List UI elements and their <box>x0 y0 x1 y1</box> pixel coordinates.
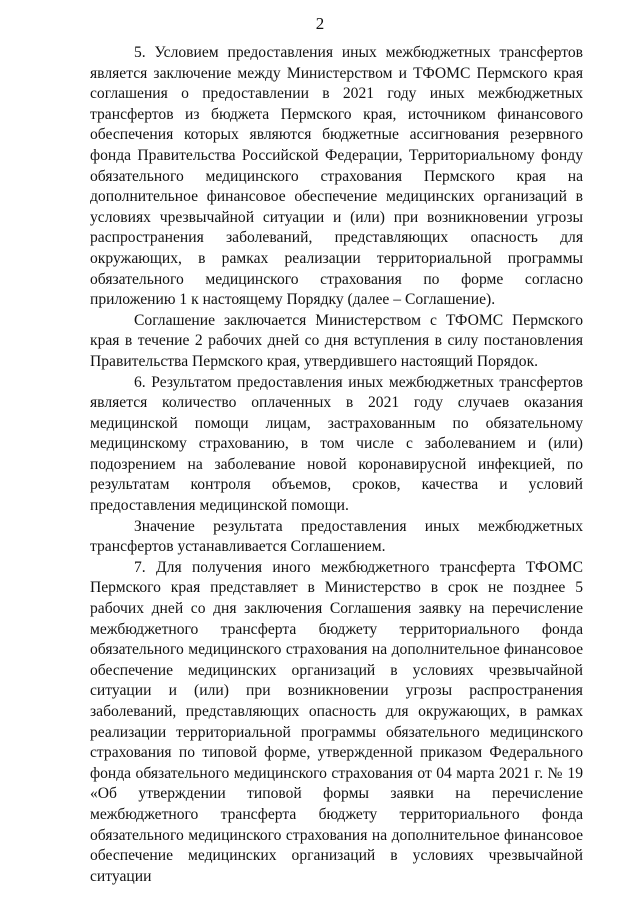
paragraph-clause-7: 7. Для получения иного межбюджетного трансферта ТФОМС Пермского края представляет в Министерство в срок не позднее 5 рабочих дней со дня заключения Соглашения заявку на перечисление межбюджетного трансферта бюджету территориального фонда обязательного медицинского страхования на дополнительное финансовое обеспечение медицинских организаций в условиях чрезвычайной ситуации и (или) при возникновении угрозы распространения заболеваний, представляющих опасность для окружающих, в рамках реализации территориальной программы обязательного медицинского страхования по типовой форме, утвержденной приказом Федерального фонда обязательного медицинского страхования от 04 марта 2021 г. № 19 «Об утверждении типовой формы заявки на перечисление межбюджетного трансферта бюджету территориального фонда обязательного медицинского страхования на дополнительное финансовое обеспечение медицинских организаций в условиях чрезвычайной ситуации <box>90 558 583 885</box>
document-body <box>90 43 583 887</box>
paragraph-agreement-term: Соглашение заключается Министерством с ТФОМС Пермского края в течение 2 рабочих дней со дня вступления в силу постановления Правительства Пермского края, утвердившего настоящий Порядок. <box>90 311 583 370</box>
page-number: 2 <box>315 14 325 33</box>
paragraph-clause-6: 6. Результатом предоставления иных межбюджетных трансфертов является количество оплаченных в 2021 году случаев оказания медицинской помощи лицам, застрахованным по обязательному медицинскому страхованию, в том числе с заболеванием и (или) подозрением на заболевание новой коронавирусной инфекцией, по результатам контроля объемов, сроков, качества и условий предоставления медицинской помощи. <box>90 373 583 515</box>
paragraph-result-value: Значение результата предоставления иных межбюджетных трансфертов устанавливается Соглашением. <box>90 517 583 556</box>
paragraph-clause-5: 5. Условием предоставления иных межбюджетных трансфертов является заключение между Министерством и ТФОМС Пермского края соглашения о предоставлении в 2021 году иных межбюджетных трансфертов из бюджета Пермского края, источником финансового обеспечения которых являются бюджетные ассигнования резервного фонда Правительства Российской Федерации, Территориальному фонду обязательного медицинского страхования Пермского края на дополнительное финансовое обеспечение медицинских организаций в условиях чрезвычайной ситуации и (или) при возникновении угрозы распространения заболеваний, представляющих опасность для окружающих, в рамках реализации территориальной программы обязательного медицинского страхования по форме согласно приложению 1 к настоящему Порядку (далее – Соглашение). <box>90 44 583 309</box>
